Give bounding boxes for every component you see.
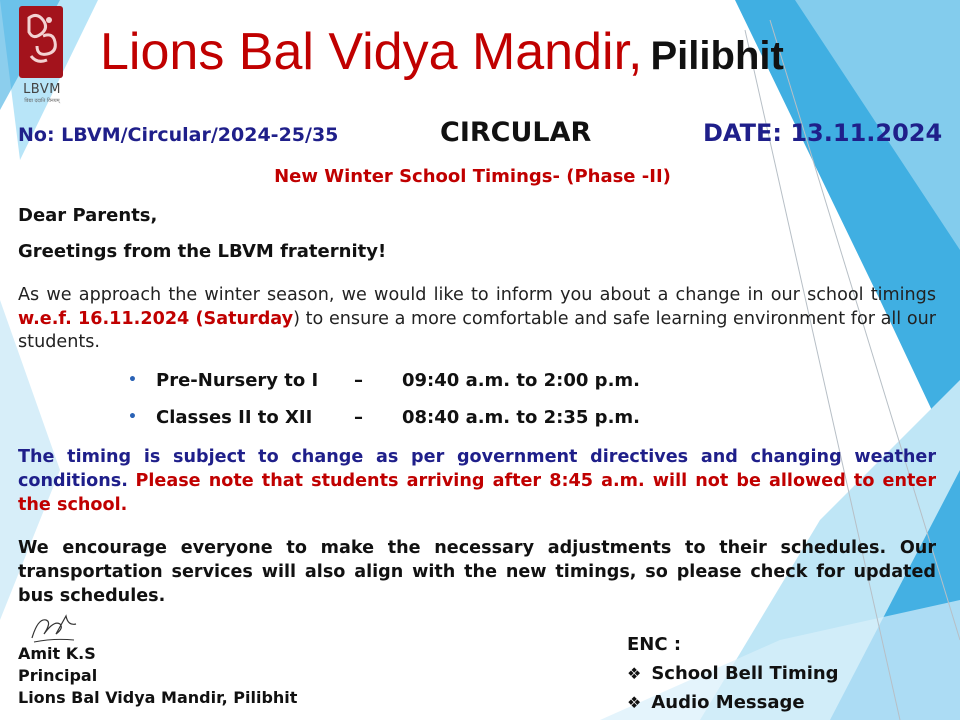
closing-paragraph: We encourage everyone to make the necessary adjustments to their schedules. Our transportation services will also align with the new timings, so please check for updated bus schedules. (18, 538, 936, 606)
timing-dash: – (354, 370, 363, 391)
logo-emblem-icon (19, 6, 63, 78)
timing-hours: 08:40 a.m. to 2:35 p.m. (402, 407, 640, 428)
circular-date: DATE: 13.11.2024 (703, 119, 943, 147)
greeting: Greetings from the LBVM fraternity! (18, 241, 387, 262)
notice-red-text: Please note that students arriving after 8:45 a.m. will not be allowed to enter the school. (18, 471, 937, 515)
signatory-name: Amit K.S (18, 644, 96, 663)
logo-text: LBVM (23, 82, 61, 97)
document-type-heading: CIRCULAR (440, 117, 592, 148)
effective-date-highlight: w.e.f. 16.11.2024 (Saturday (18, 308, 294, 329)
school-logo (12, 6, 72, 110)
enclosure-item: ❖ School Bell Timing (627, 663, 839, 684)
circular-number: No: LBVM/Circular/2024-25/35 (18, 124, 339, 146)
school-name: Lions Bal Vidya Mandir, (100, 23, 643, 81)
timing-group: Pre-Nursery to I (156, 370, 319, 391)
signature-block (18, 643, 297, 709)
bullet-icon: • (128, 372, 137, 388)
diamond-bullet-icon: ❖ (627, 664, 642, 683)
school-city: Pilibhit (650, 34, 784, 78)
notice-paragraph (18, 445, 936, 517)
enclosure-item: ❖ Audio Message (627, 692, 805, 713)
timing-hours: 09:40 a.m. to 2:00 p.m. (402, 370, 640, 391)
intro-text-part2: ) to ensure a more comfortable and safe learning environment for all our students. (18, 308, 936, 352)
bullet-icon: • (128, 409, 137, 425)
intro-text-part1: As we approach the winter season, we would like to inform you about a change in our school timings (18, 285, 936, 305)
enclosures-label: ENC : (627, 634, 682, 655)
signatory-institution: Lions Bal Vidya Mandir, Pilibhit (18, 688, 298, 707)
subject-line: New Winter School Timings- (Phase -II) (274, 166, 671, 187)
diamond-bullet-icon: ❖ (627, 693, 642, 712)
page-title (100, 22, 784, 82)
timing-group: Classes II to XII (156, 407, 313, 428)
logo-tagline: विद्या ददाति विनयम् (24, 98, 60, 104)
signatory-designation: Principal (18, 666, 98, 685)
salutation: Dear Parents, (18, 205, 158, 226)
signature-scribble-icon (28, 608, 78, 648)
intro-paragraph (18, 284, 936, 355)
timing-dash: – (354, 407, 363, 428)
notice-blue-text: The timing is subject to change as per government directives and changing weather conditions. (18, 447, 936, 491)
enclosures-block (627, 630, 839, 717)
